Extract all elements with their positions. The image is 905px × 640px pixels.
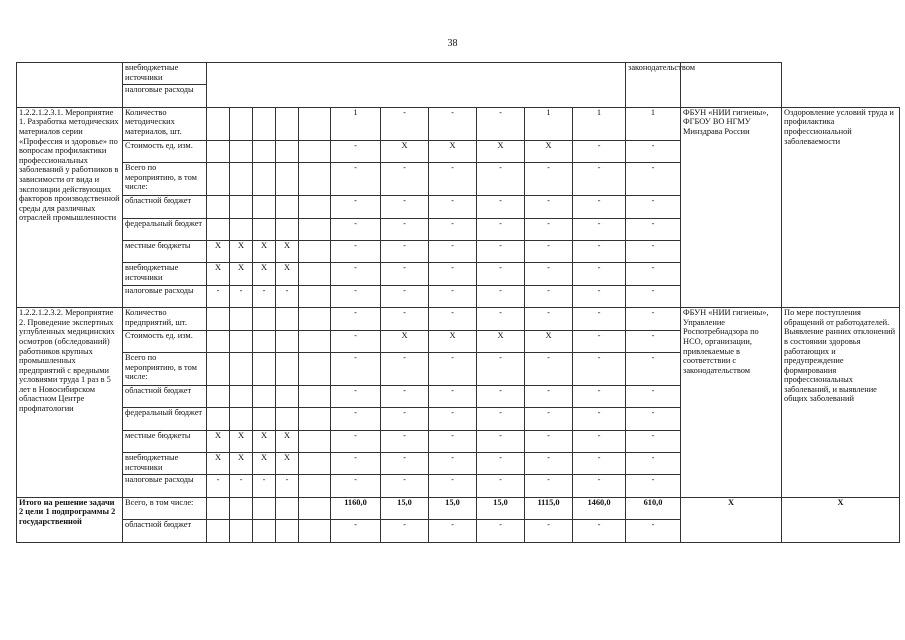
year-value-cell: - xyxy=(331,430,381,452)
code-cell: X xyxy=(230,263,253,285)
code-cell: X xyxy=(253,430,276,452)
code-cell xyxy=(253,140,276,162)
year-value-cell: - xyxy=(331,240,381,262)
year-value-cell: 1115,0 xyxy=(525,497,573,519)
code-cell: X xyxy=(207,263,230,285)
year-value-cell: - xyxy=(331,352,381,385)
table-row xyxy=(17,308,900,330)
year-value-cell: - xyxy=(331,385,381,407)
year-value-cell: - xyxy=(573,196,626,218)
funding-type-cell: налоговые расходы xyxy=(123,475,207,497)
code-cell xyxy=(276,408,299,430)
year-value-cell: - xyxy=(429,240,477,262)
funding-type-cell: внебюджетные источники xyxy=(123,453,207,475)
funding-type-cell: федеральный бюджет xyxy=(123,218,207,240)
year-value-cell: 1 xyxy=(331,107,381,140)
code-cell xyxy=(276,497,299,519)
year-value-cell: - xyxy=(331,408,381,430)
spacer-cell xyxy=(299,453,331,475)
year-value-cell: - xyxy=(525,240,573,262)
year-value-cell: - xyxy=(429,408,477,430)
year-value-cell: - xyxy=(525,196,573,218)
code-cell: X xyxy=(276,430,299,452)
year-value-cell: - xyxy=(573,475,626,497)
year-value-cell: - xyxy=(429,196,477,218)
code-cell: - xyxy=(253,285,276,307)
year-value-cell: - xyxy=(525,475,573,497)
year-value-cell: - xyxy=(429,107,477,140)
year-value-cell: - xyxy=(331,520,381,542)
year-value-cell: 15,0 xyxy=(429,497,477,519)
year-value-cell: - xyxy=(381,285,429,307)
code-cell: X xyxy=(253,240,276,262)
year-value-cell: - xyxy=(626,352,681,385)
executor-cell: X xyxy=(681,497,782,542)
year-value-cell: - xyxy=(573,263,626,285)
code-cell xyxy=(230,385,253,407)
code-cell xyxy=(230,408,253,430)
code-cell: X xyxy=(207,430,230,452)
spacer-cell xyxy=(299,385,331,407)
code-cell xyxy=(207,520,230,542)
year-value-cell: - xyxy=(525,218,573,240)
code-cell xyxy=(253,196,276,218)
funding-type-cell: областной бюджет xyxy=(123,520,207,542)
code-cell xyxy=(207,218,230,240)
code-cell xyxy=(276,218,299,240)
year-value-cell: - xyxy=(573,330,626,352)
funding-type-cell: Стоимость ед. изм. xyxy=(123,140,207,162)
year-value-cell: - xyxy=(525,163,573,196)
year-value-cell: - xyxy=(477,196,525,218)
spacer-cell xyxy=(299,107,331,140)
year-value-cell: - xyxy=(573,520,626,542)
year-value-cell: - xyxy=(331,330,381,352)
measure-name-cell: Итого на решение задачи 2 цели 1 подпрограммы 2 государственной xyxy=(17,497,123,542)
measure-name-cell: 1.2.2.1.2.3.1. Мероприятие 1. Разработка методических материалов серии «Профессия и здоровье» по вопросам профилактики профессиональных заболеваний у работников в зависимости от вида и экспозиции действующих факторов производственной среды для различных отраслей промышленности xyxy=(17,107,123,307)
year-value-cell: - xyxy=(477,430,525,452)
code-cell xyxy=(207,497,230,519)
code-cell xyxy=(207,385,230,407)
funding-type-cell: федеральный бюджет xyxy=(123,408,207,430)
code-cell xyxy=(207,107,230,140)
funding-type-cell: областной бюджет xyxy=(123,196,207,218)
result-cell: По мере поступления обращений от работодателей. Выявление ранних отклонений в состоянии здоровья работающих и предупреждение формирования профессиональных заболеваний, и выявление общих заболеваний xyxy=(782,308,900,498)
code-cell xyxy=(276,196,299,218)
year-value-cell: - xyxy=(381,408,429,430)
year-value-cell: - xyxy=(477,163,525,196)
fragment-name-cell xyxy=(17,63,123,108)
year-value-cell: - xyxy=(381,475,429,497)
spacer-cell xyxy=(299,497,331,519)
year-value-cell: - xyxy=(525,285,573,307)
funding-type-cell: Количество методических материалов, шт. xyxy=(123,107,207,140)
year-value-cell: X xyxy=(429,140,477,162)
code-cell xyxy=(276,330,299,352)
funding-type-cell: налоговые расходы xyxy=(123,285,207,307)
year-value-cell: X xyxy=(525,140,573,162)
spacer-cell xyxy=(299,285,331,307)
year-value-cell: - xyxy=(477,475,525,497)
code-cell xyxy=(230,218,253,240)
year-value-cell: - xyxy=(381,430,429,452)
funding-type-cell: местные бюджеты xyxy=(123,430,207,452)
code-cell xyxy=(253,163,276,196)
code-cell: - xyxy=(207,475,230,497)
code-cell xyxy=(276,107,299,140)
year-value-cell: - xyxy=(381,240,429,262)
year-value-cell: - xyxy=(626,475,681,497)
year-value-cell: - xyxy=(626,308,681,330)
year-value-cell: - xyxy=(525,520,573,542)
year-value-cell: - xyxy=(331,218,381,240)
year-value-cell: - xyxy=(477,285,525,307)
year-value-cell: - xyxy=(525,352,573,385)
year-value-cell: - xyxy=(331,196,381,218)
code-cell xyxy=(230,107,253,140)
year-value-cell: 1160,0 xyxy=(331,497,381,519)
year-value-cell: - xyxy=(573,218,626,240)
funding-type-cell: налоговые расходы xyxy=(123,85,207,107)
spacer-cell xyxy=(299,240,331,262)
code-cell xyxy=(230,330,253,352)
year-value-cell: X xyxy=(381,140,429,162)
year-value-cell: - xyxy=(477,107,525,140)
year-value-cell: - xyxy=(525,263,573,285)
year-value-cell: - xyxy=(477,520,525,542)
year-value-cell: - xyxy=(331,163,381,196)
spacer-cell xyxy=(299,475,331,497)
year-value-cell: - xyxy=(331,453,381,475)
measure-name-cell: 1.2.2.1.2.3.2. Мероприятие 2. Проведение экспертных углубленных медицинских осмотров (обследований) работников крупных промышленных предприятий с вредными условиями труда 1 раз в 5 лет в Новосибирском областном Центре профпатологии xyxy=(17,308,123,498)
year-value-cell: - xyxy=(626,408,681,430)
year-value-cell: - xyxy=(381,308,429,330)
code-cell xyxy=(253,330,276,352)
funding-type-cell: Стоимость ед. изм. xyxy=(123,330,207,352)
spacer-cell xyxy=(299,196,331,218)
year-value-cell: 15,0 xyxy=(477,497,525,519)
year-value-cell: - xyxy=(381,218,429,240)
year-value-cell: - xyxy=(381,107,429,140)
table-row xyxy=(17,63,900,85)
year-value-cell: - xyxy=(381,453,429,475)
spacer-cell xyxy=(299,308,331,330)
year-value-cell: 1 xyxy=(573,107,626,140)
year-value-cell: - xyxy=(429,308,477,330)
year-value-cell: - xyxy=(429,430,477,452)
code-cell: X xyxy=(276,453,299,475)
code-cell: X xyxy=(276,263,299,285)
year-value-cell: - xyxy=(525,430,573,452)
code-cell xyxy=(253,408,276,430)
code-cell: - xyxy=(207,285,230,307)
code-cell xyxy=(207,140,230,162)
year-value-cell: - xyxy=(525,308,573,330)
spacer-cell xyxy=(299,430,331,452)
year-value-cell: - xyxy=(573,285,626,307)
year-value-cell: - xyxy=(626,218,681,240)
code-cell: X xyxy=(207,240,230,262)
year-value-cell: - xyxy=(429,475,477,497)
code-cell: X xyxy=(230,430,253,452)
year-value-cell: 1460,0 xyxy=(573,497,626,519)
year-value-cell: - xyxy=(626,330,681,352)
code-cell xyxy=(207,352,230,385)
code-cell xyxy=(207,196,230,218)
year-value-cell: - xyxy=(573,308,626,330)
code-cell xyxy=(276,352,299,385)
code-cell: - xyxy=(276,285,299,307)
year-value-cell: - xyxy=(573,385,626,407)
code-cell xyxy=(230,163,253,196)
year-value-cell: - xyxy=(626,430,681,452)
year-value-cell: X xyxy=(525,330,573,352)
code-cell: - xyxy=(230,285,253,307)
year-value-cell: - xyxy=(381,385,429,407)
code-cell: X xyxy=(230,453,253,475)
code-cell xyxy=(230,140,253,162)
spacer-cell xyxy=(299,520,331,542)
code-cell xyxy=(207,330,230,352)
year-value-cell: - xyxy=(381,263,429,285)
year-value-cell: - xyxy=(477,308,525,330)
funding-type-cell: местные бюджеты xyxy=(123,240,207,262)
funding-type-cell: Всего по мероприятию, в том числе: xyxy=(123,163,207,196)
year-value-cell: - xyxy=(573,240,626,262)
code-cell xyxy=(207,408,230,430)
year-value-cell: - xyxy=(331,285,381,307)
year-value-cell: 1 xyxy=(525,107,573,140)
code-cell xyxy=(253,352,276,385)
code-cell xyxy=(276,140,299,162)
code-cell xyxy=(276,520,299,542)
year-value-cell: - xyxy=(626,263,681,285)
year-value-cell: - xyxy=(573,140,626,162)
spacer-cell xyxy=(299,330,331,352)
spacer-cell xyxy=(299,218,331,240)
table-row xyxy=(17,497,900,519)
year-value-cell: - xyxy=(429,352,477,385)
year-value-cell: 610,0 xyxy=(626,497,681,519)
executor-cell: ФБУН «НИИ гигиены», Управление Роспотребнадзора по НСО, организации, привлекаемые в соответствии с законодательством xyxy=(681,308,782,498)
year-value-cell: - xyxy=(331,263,381,285)
year-value-cell: - xyxy=(331,308,381,330)
year-value-cell: - xyxy=(573,453,626,475)
year-value-cell: - xyxy=(477,385,525,407)
year-value-cell: X xyxy=(381,330,429,352)
code-cell xyxy=(230,196,253,218)
year-value-cell: - xyxy=(525,453,573,475)
code-cell xyxy=(276,163,299,196)
code-cell xyxy=(230,308,253,330)
code-cell xyxy=(276,385,299,407)
year-value-cell: - xyxy=(573,408,626,430)
code-cell xyxy=(276,308,299,330)
year-value-cell: - xyxy=(429,263,477,285)
code-cell xyxy=(253,497,276,519)
code-cell: - xyxy=(230,475,253,497)
code-cell: - xyxy=(276,475,299,497)
code-cell xyxy=(230,497,253,519)
funding-type-cell: Всего, в том числе: xyxy=(123,497,207,519)
year-value-cell: - xyxy=(429,163,477,196)
code-cell xyxy=(230,352,253,385)
code-cell xyxy=(253,308,276,330)
code-cell xyxy=(253,520,276,542)
spacer-cell xyxy=(299,163,331,196)
code-cell: - xyxy=(253,475,276,497)
spacer-cell xyxy=(299,263,331,285)
year-value-cell: - xyxy=(429,285,477,307)
executor-cell: законодательством xyxy=(626,63,681,108)
funding-type-cell: Всего по мероприятию, в том числе: xyxy=(123,352,207,385)
year-value-cell: 1 xyxy=(626,107,681,140)
spacer-cell xyxy=(299,408,331,430)
funding-type-cell: областной бюджет xyxy=(123,385,207,407)
code-cell: X xyxy=(207,453,230,475)
year-value-cell: X xyxy=(477,330,525,352)
year-value-cell: - xyxy=(429,385,477,407)
year-value-cell: - xyxy=(381,352,429,385)
year-value-cell: - xyxy=(477,408,525,430)
year-value-cell: - xyxy=(626,163,681,196)
code-cell xyxy=(253,107,276,140)
year-value-cell: - xyxy=(477,240,525,262)
year-value-cell: - xyxy=(381,520,429,542)
code-cell: X xyxy=(276,240,299,262)
year-value-cell: 15,0 xyxy=(381,497,429,519)
code-cell xyxy=(207,163,230,196)
year-value-cell: X xyxy=(477,140,525,162)
fragment-empty-cell xyxy=(207,63,626,108)
result-cell: Оздоровление условий труда и профилактика профессиональной заболеваемости xyxy=(782,107,900,307)
year-value-cell: - xyxy=(477,263,525,285)
funding-type-cell: Количество предприятий, шт. xyxy=(123,308,207,330)
year-value-cell: - xyxy=(331,140,381,162)
year-value-cell: - xyxy=(381,163,429,196)
year-value-cell: - xyxy=(626,520,681,542)
code-cell: X xyxy=(230,240,253,262)
page-number: 38 xyxy=(447,38,458,49)
year-value-cell: - xyxy=(381,196,429,218)
table-row xyxy=(17,107,900,140)
year-value-cell: - xyxy=(626,285,681,307)
year-value-cell: - xyxy=(477,453,525,475)
program-table xyxy=(16,62,900,543)
code-cell: X xyxy=(253,263,276,285)
executor-cell: ФБУН «НИИ гигиены», ФГБОУ ВО НГМУ Минздрава России xyxy=(681,107,782,307)
code-cell xyxy=(253,218,276,240)
year-value-cell: - xyxy=(626,140,681,162)
year-value-cell: - xyxy=(429,453,477,475)
year-value-cell: - xyxy=(525,408,573,430)
year-value-cell: - xyxy=(626,453,681,475)
year-value-cell: - xyxy=(477,218,525,240)
funding-type-cell: внебюджетные источники xyxy=(123,263,207,285)
year-value-cell: - xyxy=(573,352,626,385)
code-cell xyxy=(207,308,230,330)
year-value-cell: - xyxy=(429,520,477,542)
spacer-cell xyxy=(299,140,331,162)
year-value-cell: - xyxy=(626,385,681,407)
year-value-cell: X xyxy=(429,330,477,352)
year-value-cell: - xyxy=(331,475,381,497)
code-cell: X xyxy=(253,453,276,475)
year-value-cell: - xyxy=(573,163,626,196)
code-cell xyxy=(230,520,253,542)
code-cell xyxy=(253,385,276,407)
result-cell: X xyxy=(782,497,900,542)
year-value-cell: - xyxy=(477,352,525,385)
year-value-cell: - xyxy=(525,385,573,407)
result-cell xyxy=(681,63,782,108)
funding-type-cell: внебюджетные источники xyxy=(123,63,207,85)
spacer-cell xyxy=(299,352,331,385)
year-value-cell: - xyxy=(573,430,626,452)
year-value-cell: - xyxy=(626,196,681,218)
year-value-cell: - xyxy=(429,218,477,240)
year-value-cell: - xyxy=(626,240,681,262)
